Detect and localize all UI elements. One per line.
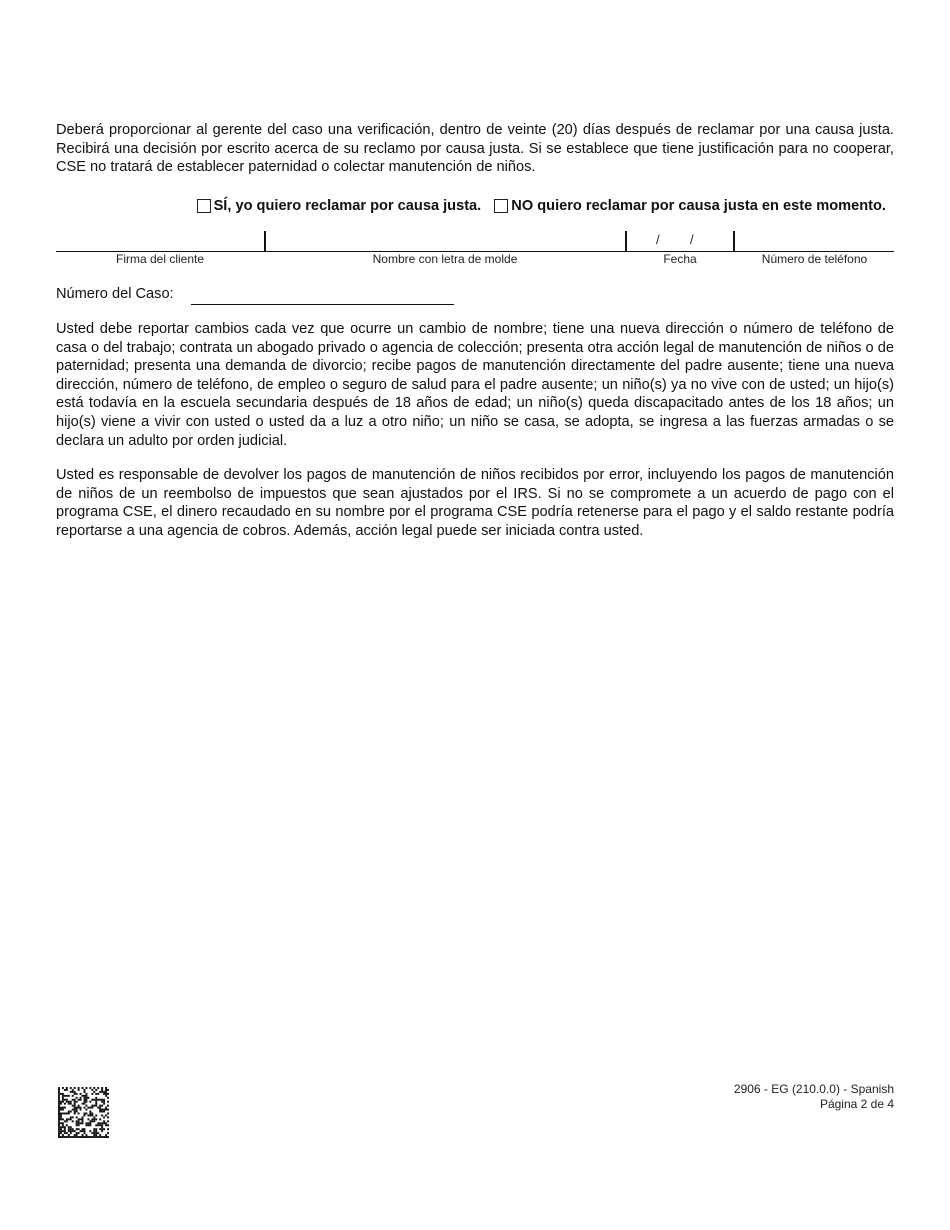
case-number-field[interactable] <box>191 285 454 305</box>
client-signature-field[interactable] <box>56 231 264 251</box>
good-cause-choices <box>56 195 886 217</box>
date-label: Fecha <box>663 252 697 266</box>
verification-paragraph: Deberá proporcionar al gerente del caso una verificación, dentro de veinte (20) días después de reclamar por una causa justa. Recibirá una decisión por escrito acerca de su reclamo por causa justa. Si se establece que tiene justificación para no cooperar, CSE no tratará de establecer paternidad o colectar manutención de niños. <box>56 122 894 176</box>
case-number-label: Número del Caso: <box>56 286 174 302</box>
client-signature-label: Firma del cliente <box>115 252 205 266</box>
form-id: 2906 - EG (210.0.0) - Spanish <box>733 1082 894 1096</box>
phone-number-field[interactable] <box>735 231 894 251</box>
signature-block <box>56 231 894 271</box>
good-cause-yes-label: SÍ, yo quiero reclamar por causa justa. <box>213 198 482 214</box>
page-number: Página 2 de 4 <box>819 1097 894 1111</box>
printed-name-field[interactable] <box>266 231 624 251</box>
report-changes-paragraph: Usted debe reportar cambios cada vez que ocurre un cambio de nombre; tiene una nueva dirección o número de teléfono de casa o del trabajo; contrata un abogado privado o agencia de colección; presenta otra acción legal de manutención de niños o de paternidad; presenta una demanda de divorcio; recibe pagos de manutención directamente del padre ausente; tiene una nueva dirección, número de teléfono, de empleo o seguro de salud para el padre ausente; un niño(s) ya no vive con de usted; un hijo(s) está todavía en la escuela secundaria después de 18 años de edad; un niño(s) queda discapacitado antes de los 18 años; un hijo(s) viene a vivir con usted o usted da a luz a otro niño; un niño se casa, se adopta, se ingresa a las fuerzas armadas o se declara un adulto por orden judicial. <box>56 321 894 449</box>
phone-number-label: Número de teléfono <box>761 252 868 266</box>
good-cause-no-option[interactable] <box>494 195 886 217</box>
date-slash-1: / <box>656 232 660 247</box>
date-slash-2: / <box>690 232 694 247</box>
printed-name-label: Nombre con letra de molde <box>372 252 518 266</box>
good-cause-no-label: NO quiero reclamar por causa justa en este momento. <box>511 198 886 214</box>
barcode-icon <box>58 1087 109 1138</box>
form-footer <box>734 1082 894 1112</box>
good-cause-yes-option[interactable] <box>197 195 482 217</box>
date-field[interactable] <box>627 231 733 251</box>
good-cause-yes-checkbox[interactable] <box>197 199 211 213</box>
repayment-paragraph: Usted es responsable de devolver los pagos de manutención de niños recibidos por error, incluyendo los pagos de manutención de niños de un reembolso de impuestos que sean ajustados por el IRS. Si no se compromete a un acuerdo de pago con el programa CSE, el dinero recaudado en su nombre por el programa CSE podría retenerse para el pago y el saldo restante podría reportarse a una agencia de cobros. Además, acción legal puede ser iniciada contra usted. <box>56 467 894 539</box>
good-cause-no-checkbox[interactable] <box>494 199 508 213</box>
